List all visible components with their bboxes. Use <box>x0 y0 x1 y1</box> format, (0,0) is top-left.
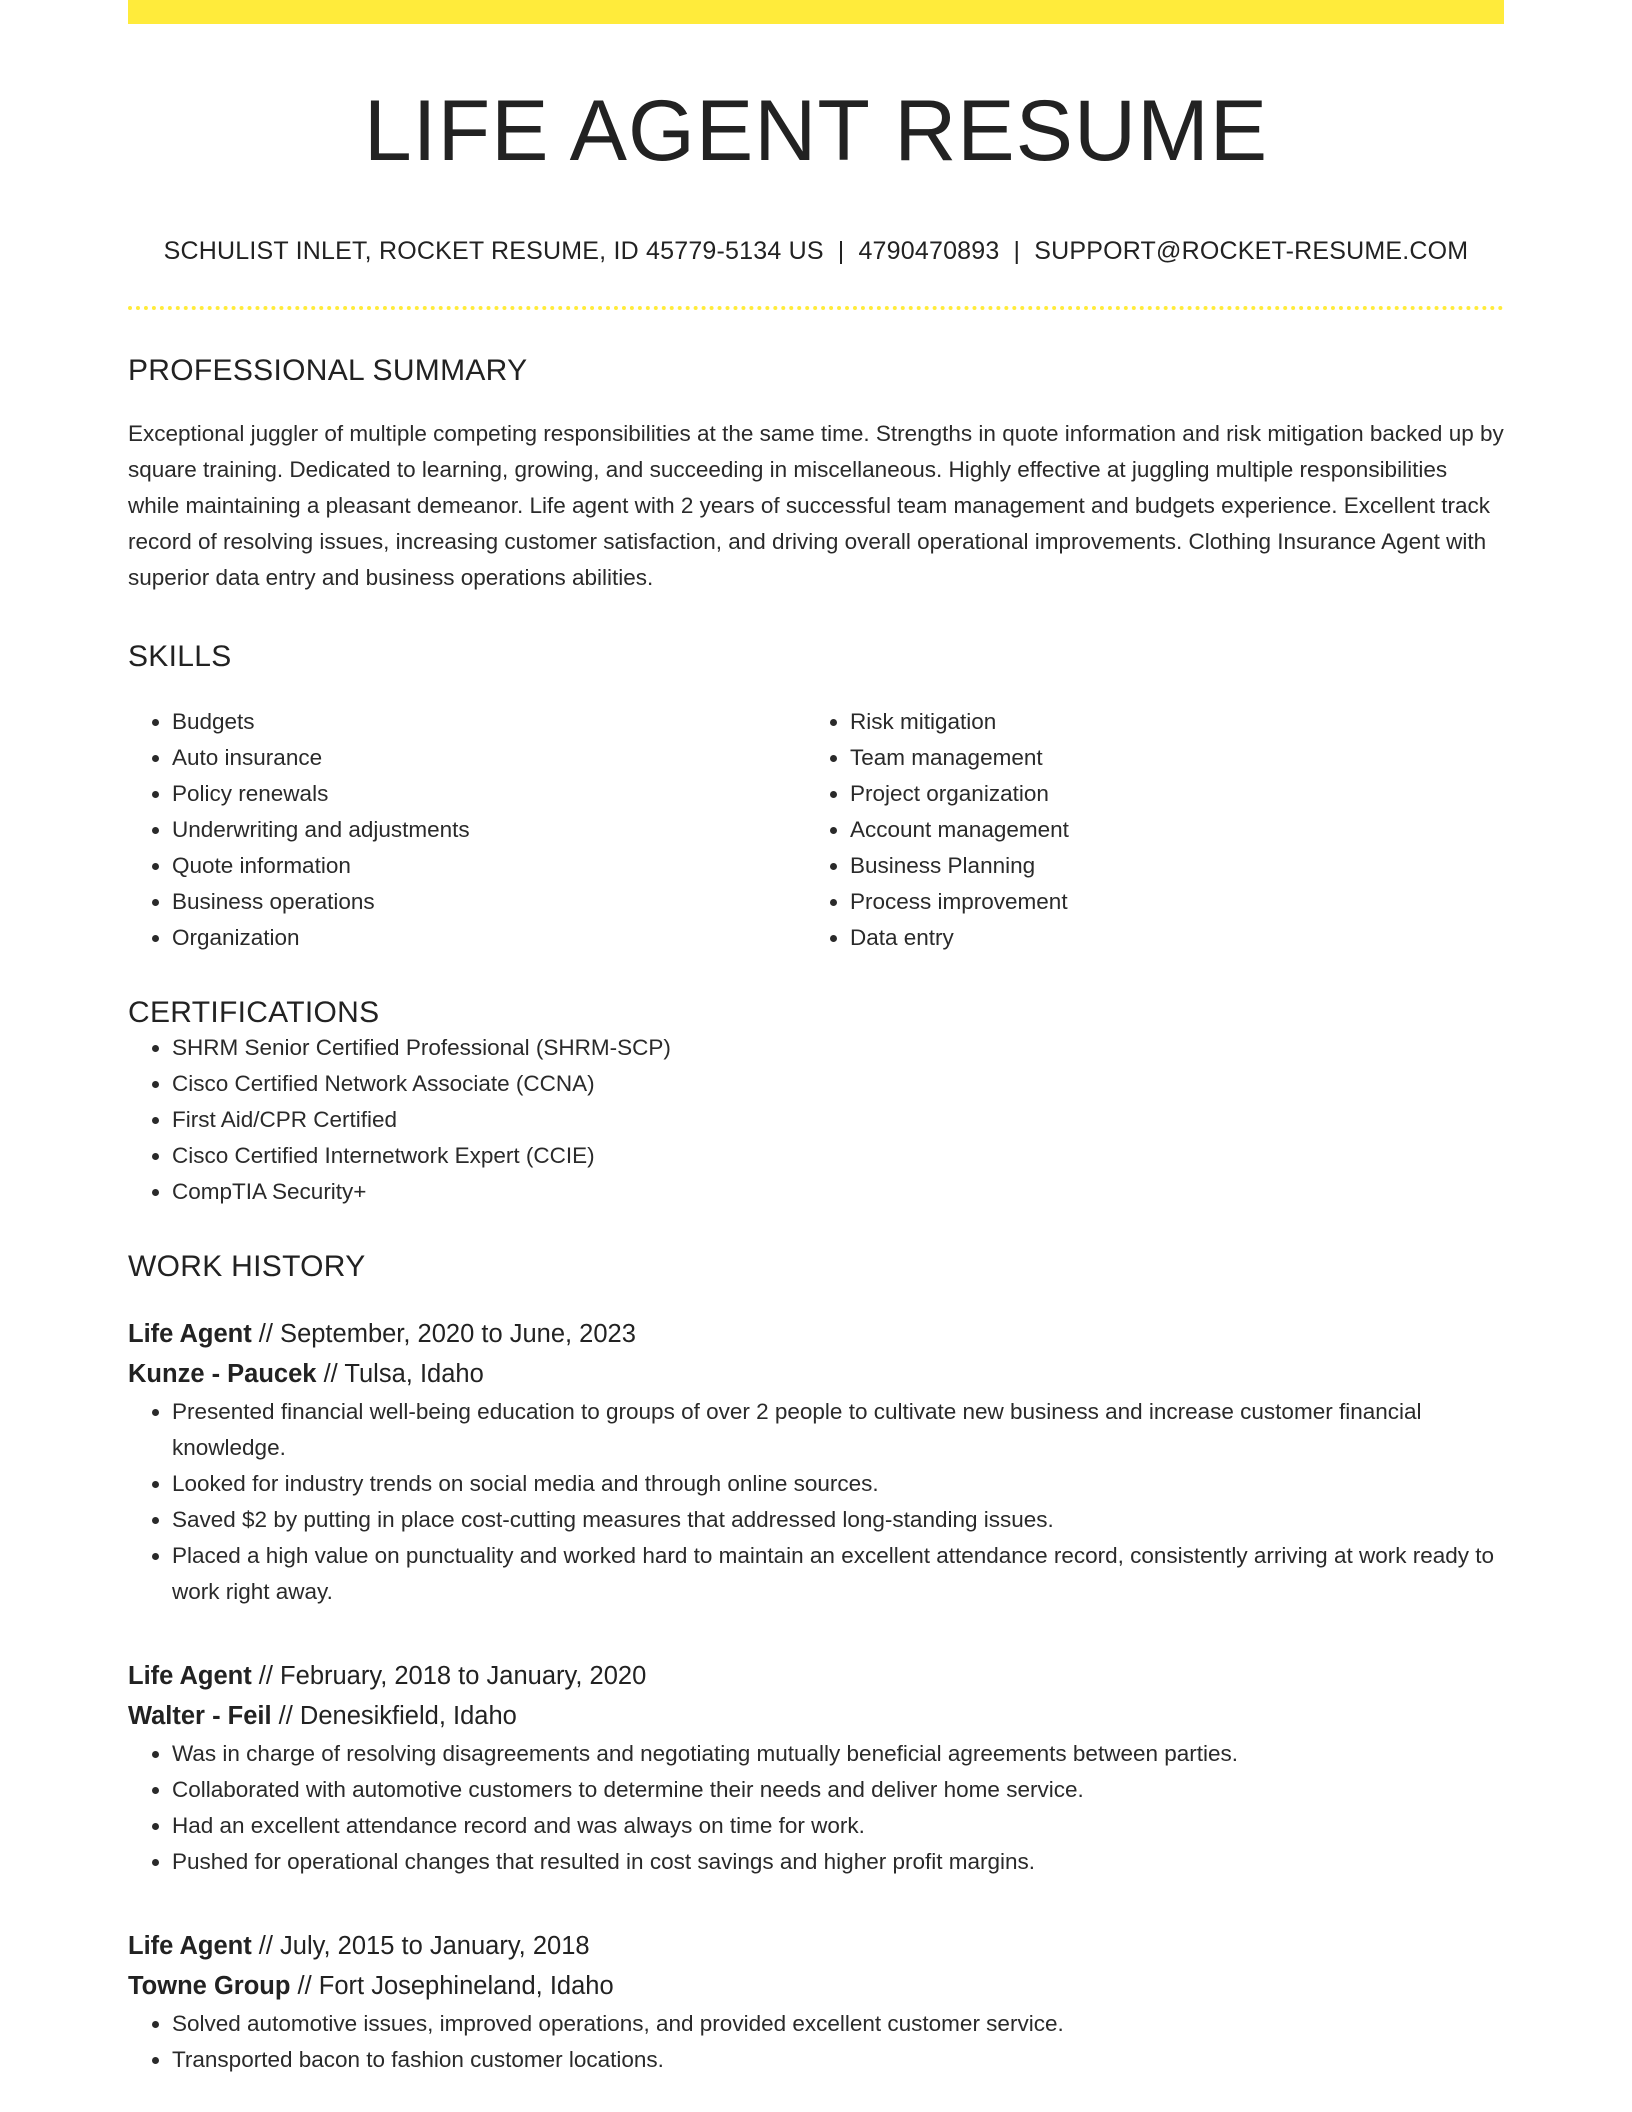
contact-email: SUPPORT@ROCKET-RESUME.COM <box>1034 236 1469 265</box>
skill-item: • Business Planning <box>850 848 1484 884</box>
skill-item: • Project organization <box>850 776 1484 812</box>
skill-item: • Auto insurance <box>172 740 806 776</box>
skill-item: • Quote information <box>172 848 806 884</box>
skill-item: • Policy renewals <box>172 776 806 812</box>
job-title-line <box>128 1656 1504 1696</box>
summary-heading: PROFESSIONAL SUMMARY <box>128 353 528 387</box>
contact-address: SCHULIST INLET, ROCKET RESUME, ID 45779-5134 US <box>163 236 824 265</box>
job-location: // Denesikfield, Idaho <box>271 1701 517 1730</box>
job-bullets <box>128 1394 1504 1610</box>
job-dates: // February, 2018 to January, 2020 <box>251 1661 647 1690</box>
job-bullet: • Saved $2 by putting in place cost-cutting measures that addressed long-standing issues. <box>172 1502 1504 1538</box>
job-dates: // July, 2015 to January, 2018 <box>251 1931 590 1960</box>
certification-item: • CompTIA Security+ <box>172 1174 1504 1210</box>
skills-column-left <box>128 704 806 956</box>
job-company-line <box>128 1354 1504 1394</box>
skills-list-left <box>128 704 806 956</box>
job-bullet: • Had an excellent attendance record and was always on time for work. <box>172 1808 1504 1844</box>
skill-item: • Business operations <box>172 884 806 920</box>
job-bullet: • Transported bacon to fashion customer locations. <box>172 2042 1504 2078</box>
certifications-heading: CERTIFICATIONS <box>128 995 380 1029</box>
job-bullets <box>128 1736 1504 1880</box>
skills-list-right <box>806 704 1484 956</box>
contact-line <box>128 237 1504 266</box>
job-location: // Tulsa, Idaho <box>316 1359 484 1388</box>
contact-separator: | <box>837 236 845 265</box>
job-dates: // September, 2020 to June, 2023 <box>251 1319 636 1348</box>
job-bullet: • Looked for industry trends on social media and through online sources. <box>172 1466 1504 1502</box>
job-title-line <box>128 1926 1504 1966</box>
job-company: Towne Group <box>128 1971 291 2000</box>
job-company-line <box>128 1696 1504 1736</box>
certification-item: • Cisco Certified Internetwork Expert (CCIE) <box>172 1138 1504 1174</box>
job-title: Life Agent <box>128 1661 252 1690</box>
skills-columns <box>128 704 1504 956</box>
page-title: LIFE AGENT RESUME <box>363 83 1269 179</box>
top-accent-bar <box>128 0 1504 24</box>
job-entry <box>128 1926 1504 2078</box>
skills-section <box>128 640 1504 956</box>
certifications-list <box>128 1030 1504 1210</box>
work-history-heading: WORK HISTORY <box>128 1249 366 1283</box>
job-bullets <box>128 2006 1504 2078</box>
job-bullet: • Placed a high value on punctuality and worked hard to maintain an excellent attendance record, consistently arriving at work ready to work right away. <box>172 1538 1504 1610</box>
dotted-divider <box>128 306 1504 310</box>
job-entry <box>128 1314 1504 1610</box>
job-location: // Fort Josephineland, Idaho <box>290 1971 614 2000</box>
work-history-section <box>128 1250 1504 2078</box>
job-company: Walter - Feil <box>128 1701 272 1730</box>
job-company-line <box>128 1966 1504 2006</box>
skill-item: • Underwriting and adjustments <box>172 812 806 848</box>
job-entry <box>128 1656 1504 1880</box>
job-bullet: • Was in charge of resolving disagreements and negotiating mutually beneficial agreements between parties. <box>172 1736 1504 1772</box>
skill-item: • Risk mitigation <box>850 704 1484 740</box>
skill-item: • Budgets <box>172 704 806 740</box>
certifications-section <box>128 996 1504 1210</box>
contact-phone: 4790470893 <box>858 236 1000 265</box>
job-bullet: • Collaborated with automotive customers to determine their needs and deliver home service. <box>172 1772 1504 1808</box>
job-bullet: • Pushed for operational changes that resulted in cost savings and higher profit margins. <box>172 1844 1504 1880</box>
job-bullet: • Presented financial well-being education to groups of over 2 people to cultivate new business and increase customer financial knowledge. <box>172 1394 1504 1466</box>
certification-item: • First Aid/CPR Certified <box>172 1102 1504 1138</box>
job-company: Kunze - Paucek <box>128 1359 317 1388</box>
certification-item: • Cisco Certified Network Associate (CCNA) <box>172 1066 1504 1102</box>
summary-text: Exceptional juggler of multiple competing responsibilities at the same time. Strengths in quote information and risk mitigation backed up by square training. Dedicated to learning, growing, and succeeding in miscellaneous. Highly effective at juggling multiple responsibilities while maintaining a pleasant demeanor. Life agent with 2 years of successful team management and budgets experience. Excellent track record of resolving issues, increasing customer satisfaction, and driving overall operational improvements. Clothing Insurance Agent with superior data entry and business operations abilities. <box>128 420 1504 590</box>
skill-item: • Organization <box>172 920 806 956</box>
skill-item: • Account management <box>850 812 1484 848</box>
contact-separator: | <box>1013 236 1021 265</box>
certification-item: • SHRM Senior Certified Professional (SHRM-SCP) <box>172 1030 1504 1066</box>
skills-column-right <box>806 704 1484 956</box>
job-title-line <box>128 1314 1504 1354</box>
job-title: Life Agent <box>128 1319 252 1348</box>
skill-item: • Process improvement <box>850 884 1484 920</box>
job-title: Life Agent <box>128 1931 252 1960</box>
resume-page <box>128 0 1504 2078</box>
summary-section <box>128 354 1504 596</box>
job-bullet: • Solved automotive issues, improved operations, and provided excellent customer service. <box>172 2006 1504 2042</box>
skill-item: • Team management <box>850 740 1484 776</box>
skills-heading: SKILLS <box>128 639 232 673</box>
skill-item: • Data entry <box>850 920 1484 956</box>
